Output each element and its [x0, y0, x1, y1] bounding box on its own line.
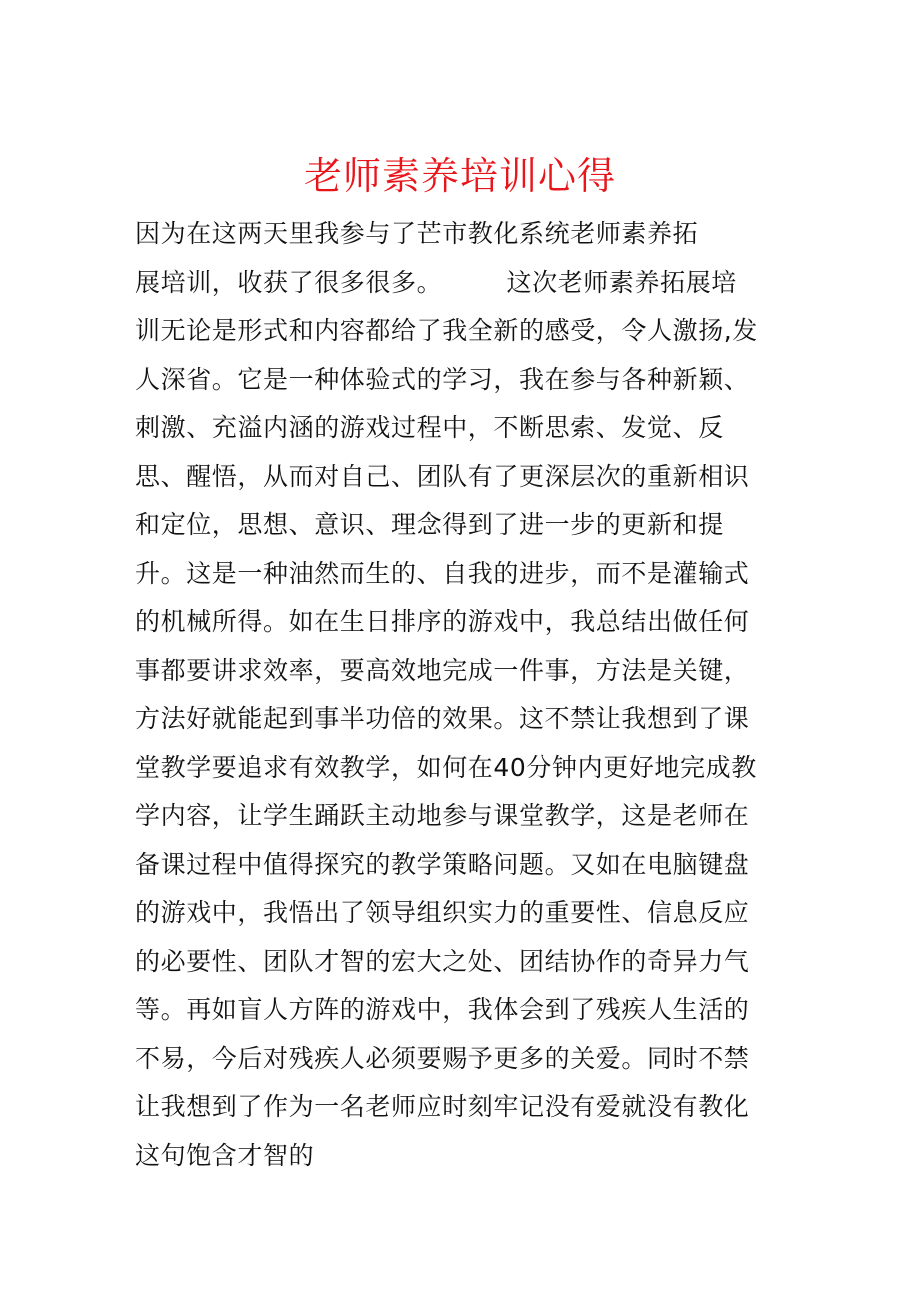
paragraph-line: 的游戏中，我悟出了领导组织实力的重要性、信息反应 — [135, 898, 750, 927]
paragraph-line: 训无论是形式和内容都给了我全新的感受，令人激扬,发 — [135, 316, 758, 345]
paragraph-line: 备课过程中值得探究的教学策略问题。又如在电脑键盘 — [135, 849, 750, 879]
paragraph-line: 和定位，思想、意识、理念得到了进一步的更新和提 — [135, 510, 724, 539]
paragraph-line: 事都要讲求效率，要高效地完成一件事，方法是关键， — [135, 655, 750, 685]
paragraph-line: 人深省。它是一种体验式的学习，我在参与各种新颖、 — [135, 364, 750, 394]
document-body — [135, 210, 795, 1180]
paragraph-line: 因为在这两天里我参与了芒市教化系统老师素养拓 — [135, 219, 699, 248]
paragraph-line: 思、醒悟，从而对自己、团队有了更深层次的重新相识 — [135, 461, 750, 491]
paragraph-line: 的机械所得。如在生日排序的游戏中，我总结出做任何 — [135, 607, 750, 636]
paragraph-line: 展培训，收获了很多很多。 这次老师素养拓展培 — [135, 267, 737, 297]
paragraph-line: 的必要性、团队才智的宏大之处、团结协作的奇异力气 — [135, 946, 750, 976]
paragraph-line: 升。这是一种油然而生的、自我的进步，而不是灌输式 — [135, 558, 750, 588]
paragraph-line: 学内容，让学生踊跃主动地参与课堂教学，这是老师在 — [135, 801, 750, 830]
document-title: 老师素养培训心得 — [303, 154, 616, 198]
paragraph-line: 这句饱含才智的 — [135, 1140, 315, 1170]
paragraph-line: 方法好就能起到事半功倍的效果。这不禁让我想到了课 — [135, 704, 750, 733]
paragraph-line: 不易，今后对残疾人必须要赐予更多的关爱。同时不禁 — [135, 1043, 750, 1073]
paragraph-line: 等。再如盲人方阵的游戏中，我体会到了残疾人生活的 — [135, 995, 750, 1024]
paragraph-line: 刺激、充溢内涵的游戏过程中，不断思索、发觉、反 — [135, 413, 724, 442]
paragraph-line: 让我想到了作为一名老师应时刻牢记没有爱就没有教化 — [135, 1092, 750, 1121]
paragraph-line: 堂教学要追求有效教学，如何在40分钟内更好地完成教 — [135, 752, 757, 782]
